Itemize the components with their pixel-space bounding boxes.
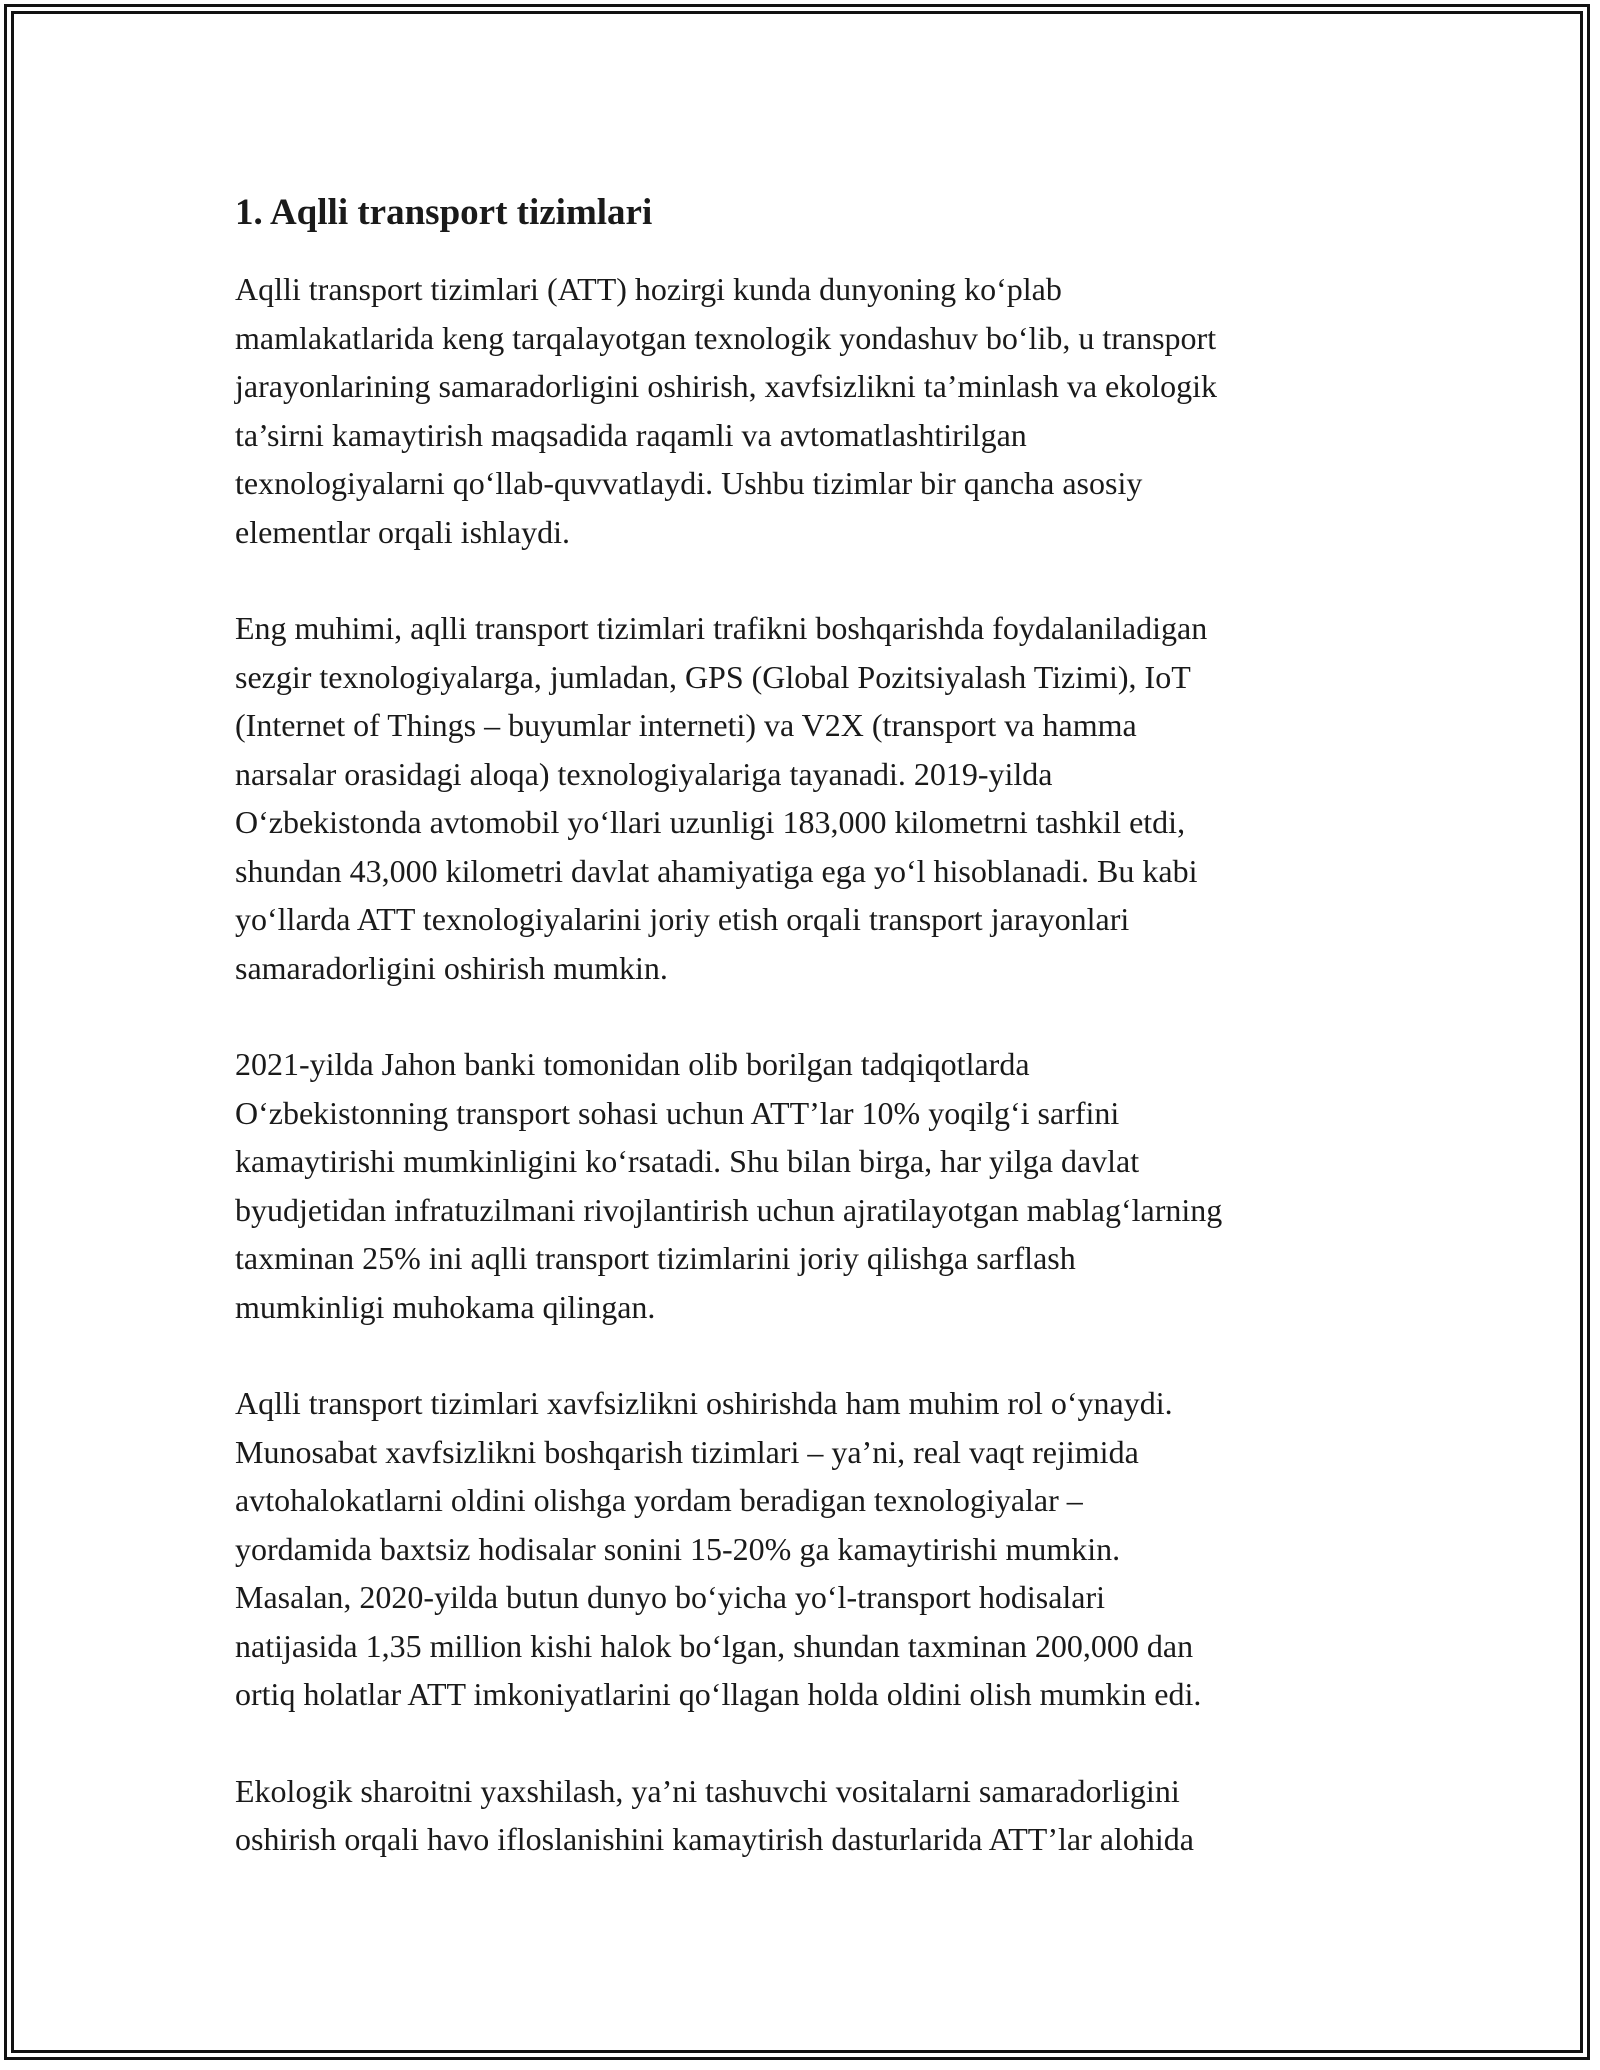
paragraph-line: kamaytirishi mumkinligini ko‘rsatadi. Shu bilan birga, har yilga davlat xyxy=(235,1143,1140,1179)
paragraph-safety xyxy=(235,1379,1395,1719)
paragraph-line: natijasida 1,35 million kishi halok bo‘lgan, shundan taxminan 200,000 dan xyxy=(235,1627,1194,1664)
paragraph-ecology xyxy=(235,1767,1395,1864)
paragraph-line: O‘zbekistonda avtomobil yo‘llari uzunligi 183,000 kilometrni tashkil etdi, xyxy=(235,804,1186,840)
paragraph-line: yo‘llarda ATT texnologiyalarini joriy etish orqali transport jarayonlari xyxy=(235,901,1130,937)
paragraph-line: sezgir texnologiyalarga, jumladan, GPS (Global Pozitsiyalash Tizimi), IoT xyxy=(235,658,1191,695)
paragraph-line: elementlar orqali ishlaydi. xyxy=(235,513,570,550)
paragraph-line: Ekologik sharoitni yaxshilash, ya’ni tashuvchi vositalarni samaradorligini xyxy=(235,1772,1180,1809)
document-body xyxy=(235,183,1395,1912)
paragraph-line: narsalar orasidagi aloqa) texnologiyalariga tayanadi. 2019-yilda xyxy=(235,755,1053,792)
paragraph-line: 2021-yilda Jahon banki tomonidan olib borilgan tadqiqotlarda xyxy=(235,1046,1030,1082)
paragraph-line: (Internet of Things – buyumlar interneti) va V2X (transport va hamma xyxy=(235,707,1137,743)
paragraph-line: Aqlli transport tizimlari (ATT) hozirgi kunda dunyoning ko‘plab xyxy=(235,271,1062,307)
paragraph-line: shundan 43,000 kilometri davlat ahamiyatiga ega yo‘l hisoblanadi. Bu kabi xyxy=(235,852,1198,889)
paragraph-line: O‘zbekistonning transport sohasi uchun ATT’lar 10% yoqilg‘i sarfini xyxy=(235,1094,1120,1131)
paragraph-intro xyxy=(235,265,1395,556)
paragraph-line: byudjetidan infratuzilmani rivojlantirish uchun ajratilayotgan mablag‘larning xyxy=(235,1191,1223,1228)
section-heading: 1. Aqlli transport tizimlari xyxy=(235,192,653,233)
paragraph-line: mamlakatlarida keng tarqalayotgan texnologik yondashuv bo‘lib, u transport xyxy=(235,319,1217,356)
paragraph-line: avtohalokatlarni oldini olishga yordam beradigan texnologiyalar – xyxy=(235,1482,1083,1518)
paragraph-line: ortiq holatlar ATT imkoniyatlarini qo‘llagan holda oldini olish mumkin edi. xyxy=(235,1676,1202,1712)
paragraph-line: Eng muhimi, aqlli transport tizimlari trafikni boshqarishda foydalaniladigan xyxy=(235,610,1208,646)
paragraph-line: taxminan 25% ini aqlli transport tizimlarini joriy qilishga sarflash xyxy=(235,1240,1076,1276)
paragraph-line: texnologiyalarni qo‘llab-quvvatlaydi. Ushbu tizimlar bir qancha asosiy xyxy=(235,465,1143,501)
paragraph-world-bank xyxy=(235,1040,1395,1331)
paragraph-line: samaradorligini oshirish mumkin. xyxy=(235,949,668,986)
paragraph-technologies xyxy=(235,604,1395,992)
paragraph-line: jarayonlarining samaradorligini oshirish, xavfsizlikni ta’minlash va ekologik xyxy=(235,368,1217,404)
paragraph-line: Aqlli transport tizimlari xavfsizlikni oshirishda ham muhim rol o‘ynaydi. xyxy=(235,1385,1173,1421)
paragraph-line: Masalan, 2020-yilda butun dunyo bo‘yicha yo‘l-transport hodisalari xyxy=(235,1579,1106,1615)
paragraph-line: ta’sirni kamaytirish maqsadida raqamli va avtomatlashtirilgan xyxy=(235,416,1027,453)
paragraph-line: oshirish orqali havo ifloslanishini kamaytirish dasturlarida ATT’lar alohida xyxy=(235,1821,1194,1857)
paragraph-line: yordamida baxtsiz hodisalar sonini 15-20% ga kamaytirishi mumkin. xyxy=(235,1530,1121,1567)
paragraph-line: mumkinligi muhokama qilingan. xyxy=(235,1288,656,1325)
paragraph-line: Munosabat xavfsizlikni boshqarish tizimlari – ya’ni, real vaqt rejimida xyxy=(235,1433,1139,1470)
